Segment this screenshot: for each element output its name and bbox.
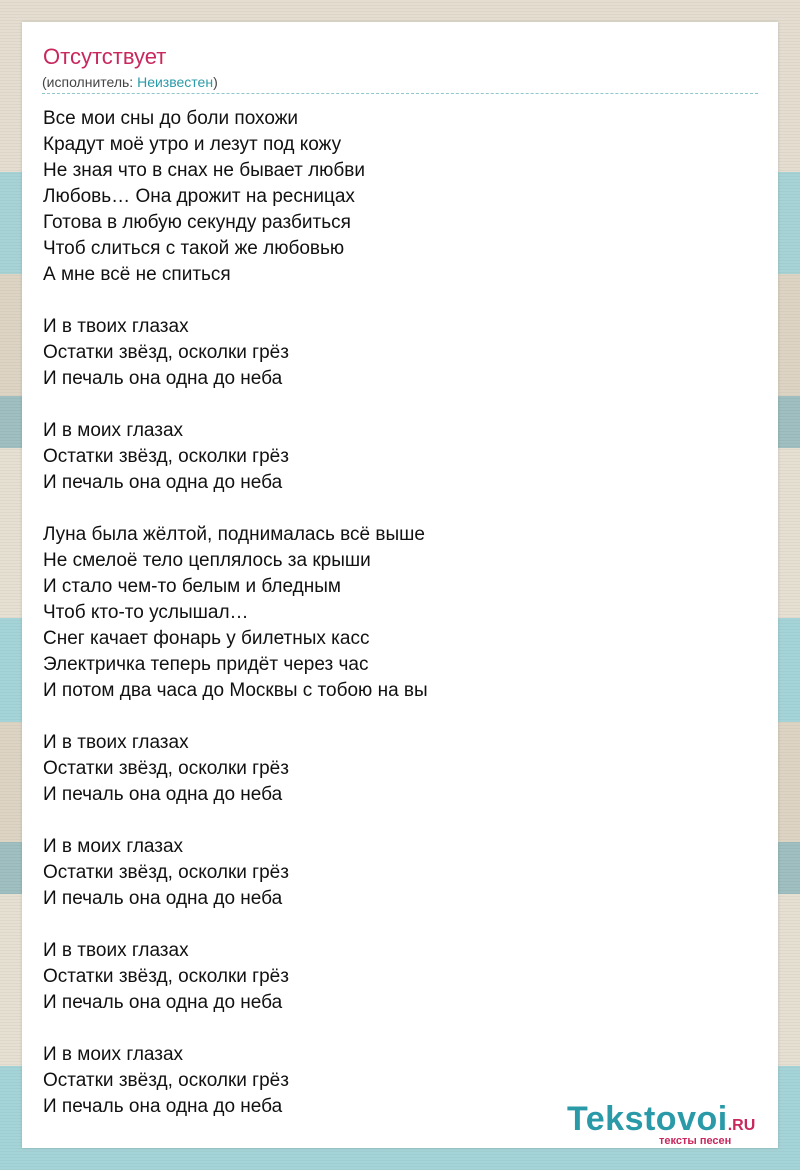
site-logo[interactable] [567, 1102, 777, 1146]
lyrics-line: Остатки звёзд, осколки грёз [43, 758, 289, 779]
logo-name: Tekstovoi [567, 1100, 728, 1138]
logo-tld: .RU [727, 1117, 756, 1134]
song-title: Отсутствует [43, 44, 167, 69]
lyrics-line: Чтоб слиться с такой же любовью [43, 238, 345, 259]
performer-suffix: ) [213, 74, 218, 90]
lyrics-line: И печаль она одна до неба [43, 1096, 283, 1117]
lyrics-line: И в моих глазах [43, 836, 184, 857]
stanza-break [43, 704, 428, 730]
lyrics-line: Остатки звёзд, осколки грёз [43, 1070, 289, 1091]
logo-tagline: тексты песен [659, 1135, 732, 1147]
lyrics-line: Не смелоё тело цеплялось за крыши [43, 550, 371, 571]
lyrics-line: И печаль она одна до неба [43, 992, 283, 1013]
lyrics-line: И потом два часа до Москвы с тобою на вы [43, 680, 428, 701]
performer-link[interactable]: Неизвестен [137, 74, 214, 90]
lyrics-line: Чтоб кто-то услышал… [43, 602, 249, 623]
lyrics-line: И в моих глазах [43, 1044, 184, 1065]
lyrics-line: А мне всё не спиться [43, 264, 231, 285]
lyrics-line: И печаль она одна до неба [43, 784, 283, 805]
stanza-break [43, 496, 428, 522]
lyrics-line: Любовь… Она дрожит на ресницах [43, 186, 355, 207]
lyrics-card [22, 22, 778, 1148]
lyrics-line: И стало чем-то белым и бледным [43, 576, 341, 597]
lyrics-line: Готова в любую секунду разбиться [43, 212, 351, 233]
performer-prefix: (исполнитель: [42, 74, 138, 90]
performer-line [42, 73, 218, 91]
stanza-break [43, 912, 428, 938]
lyrics-line: Остатки звёзд, осколки грёз [43, 966, 289, 987]
lyrics-line: И печаль она одна до неба [43, 888, 283, 909]
lyrics-line: Остатки звёзд, осколки грёз [43, 342, 289, 363]
lyrics-line: Электричка теперь придёт через час [43, 654, 369, 675]
lyrics-line: Остатки звёзд, осколки грёз [43, 446, 289, 467]
lyrics-line: И в твоих глазах [43, 316, 189, 337]
lyrics-line: Крадут моё утро и лезут под кожу [43, 134, 342, 155]
lyrics-line: Все мои сны до боли похожи [43, 108, 299, 129]
stanza-break [43, 288, 428, 314]
lyrics-text [43, 106, 428, 1120]
lyrics-line: Остатки звёзд, осколки грёз [43, 862, 289, 883]
stanza-break [43, 1016, 428, 1042]
lyrics-line: И в твоих глазах [43, 732, 189, 753]
lyrics-line: И в моих глазах [43, 420, 184, 441]
stanza-break [43, 392, 428, 418]
lyrics-line: И печаль она одна до неба [43, 472, 283, 493]
lyrics-line: И в твоих глазах [43, 940, 189, 961]
lyrics-line: Снег качает фонарь у билетных касс [43, 628, 370, 649]
lyrics-line: Не зная что в снах не бывает любви [43, 160, 366, 181]
stanza-break [43, 808, 428, 834]
title-divider [42, 93, 758, 94]
lyrics-line: И печаль она одна до неба [43, 368, 283, 389]
lyrics-line: Луна была жёлтой, поднималась всё выше [43, 524, 425, 545]
